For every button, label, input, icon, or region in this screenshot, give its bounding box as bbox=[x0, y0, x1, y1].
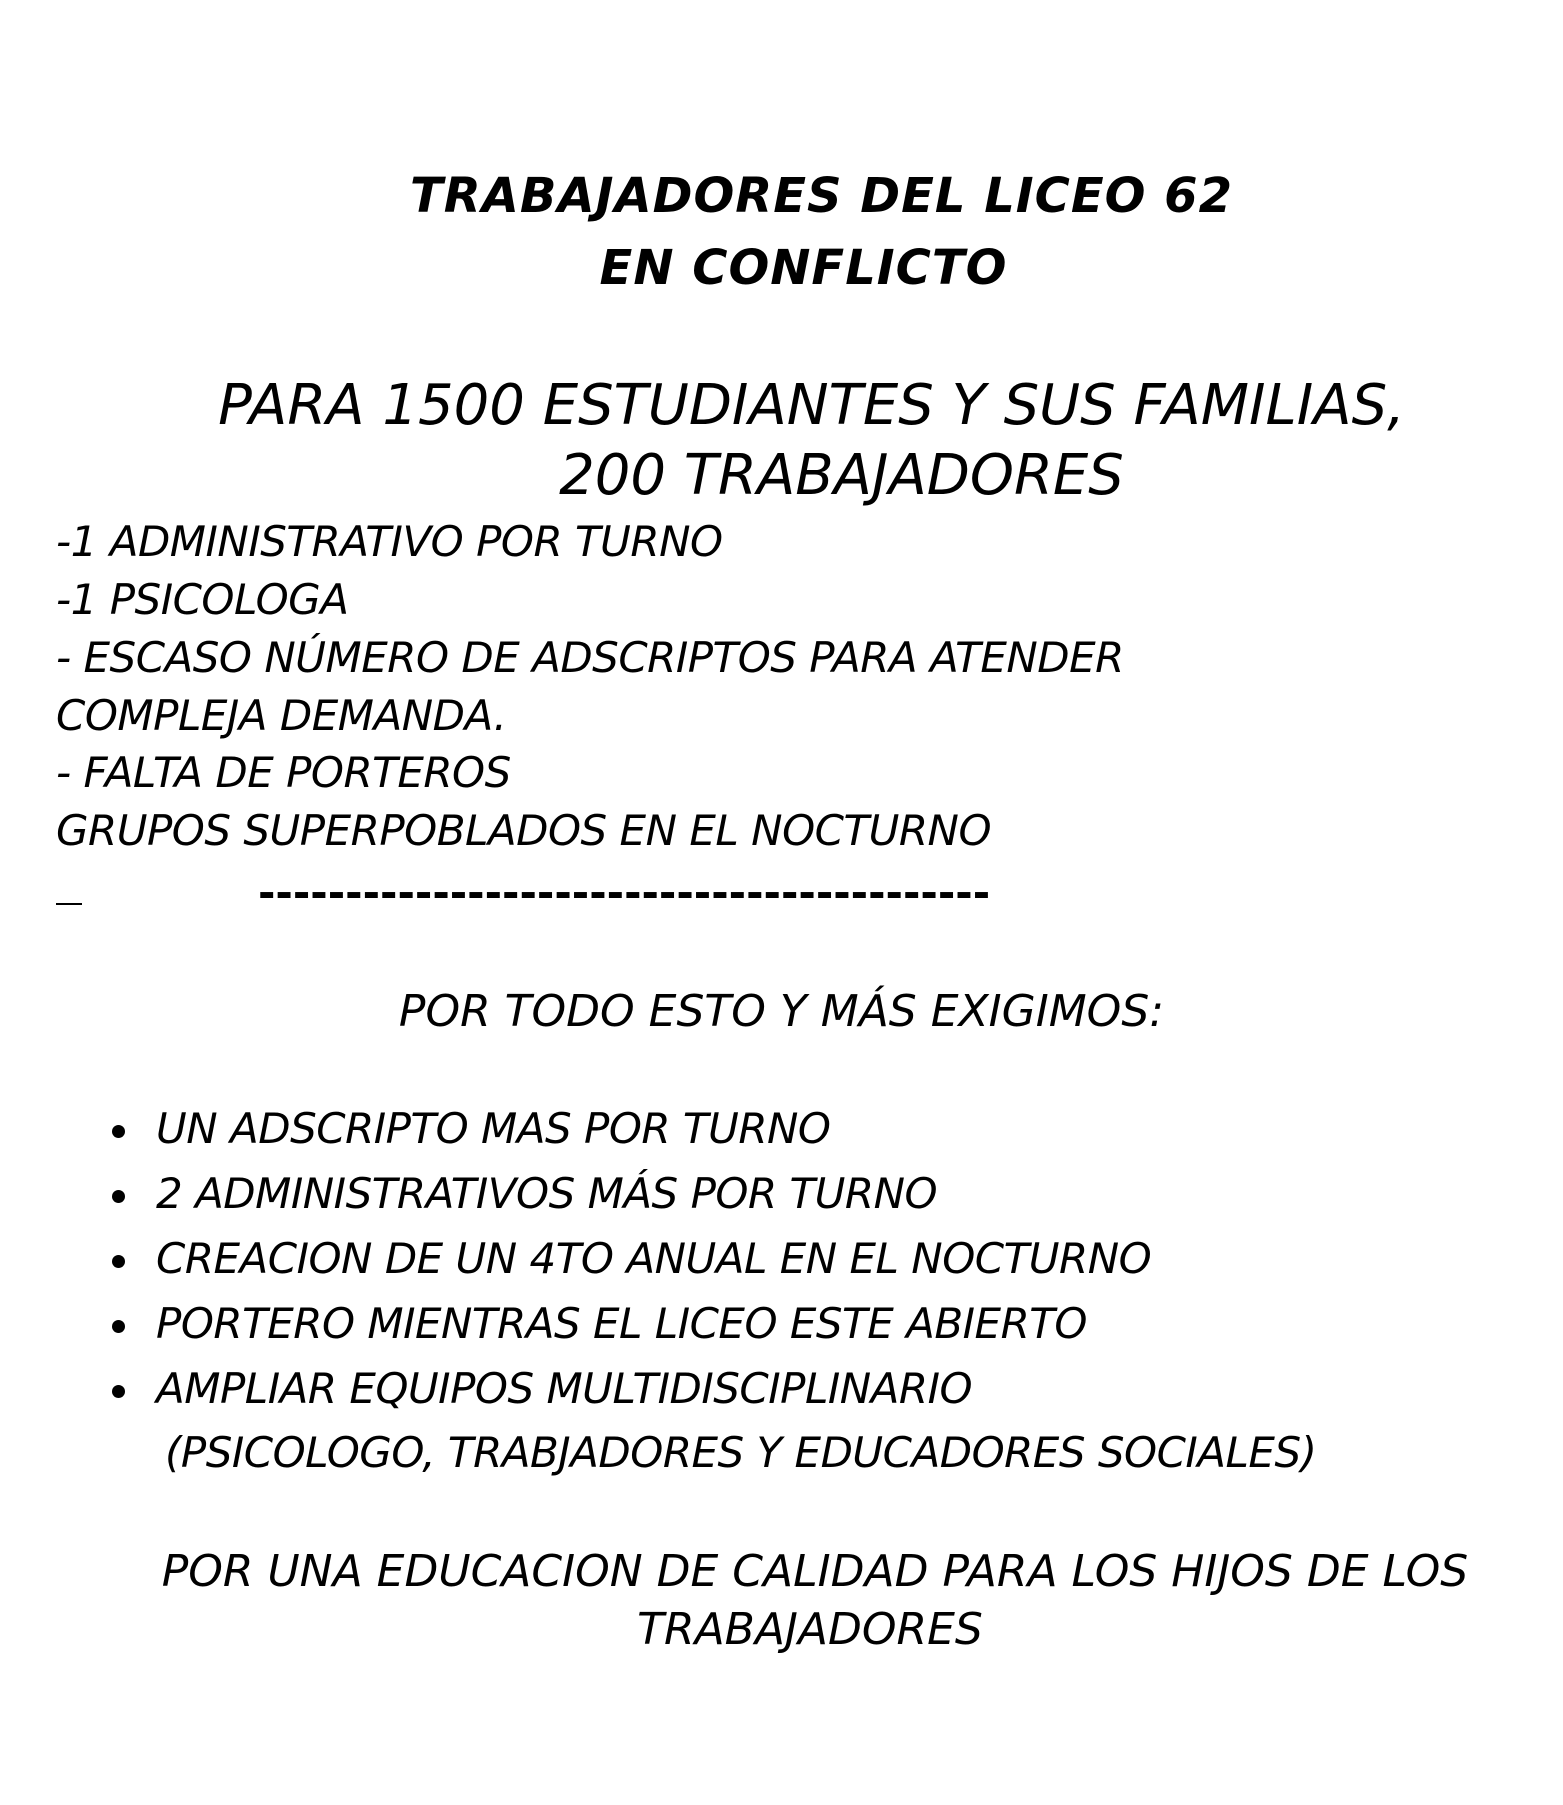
demand-text: UN ADSCRIPTO MAS POR TURNO bbox=[156, 1104, 831, 1153]
problem-item: - ESCASO NÚMERO DE ADSCRIPTOS PARA ATENDER bbox=[56, 633, 1124, 682]
title-line-2: EN CONFLICTO bbox=[599, 240, 1008, 296]
demand-text: AMPLIAR EQUIPOS MULTIDISCIPLINARIO bbox=[156, 1364, 973, 1413]
subtitle-line-1: PARA 1500 ESTUDIANTES Y SUS FAMILIAS, bbox=[218, 373, 1405, 438]
closing-line-2: TRABAJADORES bbox=[637, 1604, 983, 1655]
demands-heading: POR TODO ESTO Y MÁS EXIGIMOS: bbox=[398, 986, 1165, 1037]
bullet-icon bbox=[112, 1385, 125, 1398]
problem-item: -1 PSICOLOGA bbox=[56, 575, 349, 624]
demand-continuation: (PSICOLOGO, TRABJADORES Y EDUCADORES SOCIALES) bbox=[165, 1428, 1317, 1477]
problem-item: COMPLEJA DEMANDA. bbox=[56, 691, 507, 740]
problem-item: -1 ADMINISTRATIVO POR TURNO bbox=[56, 517, 723, 566]
dashed-separator: ------------------------------------------ bbox=[258, 868, 991, 917]
subtitle-line-2: 200 TRABAJADORES bbox=[559, 443, 1124, 508]
bullet-icon bbox=[112, 1320, 125, 1333]
short-dash-divider bbox=[56, 903, 82, 905]
bullet-icon bbox=[112, 1190, 125, 1203]
demand-text: PORTERO MIENTRAS EL LICEO ESTE ABIERTO bbox=[156, 1299, 1087, 1348]
closing-line-1: POR UNA EDUCACION DE CALIDAD PARA LOS HIJOS DE LOS bbox=[161, 1546, 1469, 1597]
demand-text: CREACION DE UN 4TO ANUAL EN EL NOCTURNO bbox=[156, 1234, 1152, 1283]
problem-item: - FALTA DE PORTEROS bbox=[56, 748, 511, 797]
bullet-icon bbox=[112, 1125, 125, 1138]
demand-text: 2 ADMINISTRATIVOS MÁS POR TURNO bbox=[156, 1169, 938, 1218]
bullet-icon bbox=[112, 1255, 125, 1268]
title-line-1: TRABAJADORES DEL LICEO 62 bbox=[410, 168, 1233, 224]
problem-item: GRUPOS SUPERPOBLADOS EN EL NOCTURNO bbox=[56, 806, 992, 855]
